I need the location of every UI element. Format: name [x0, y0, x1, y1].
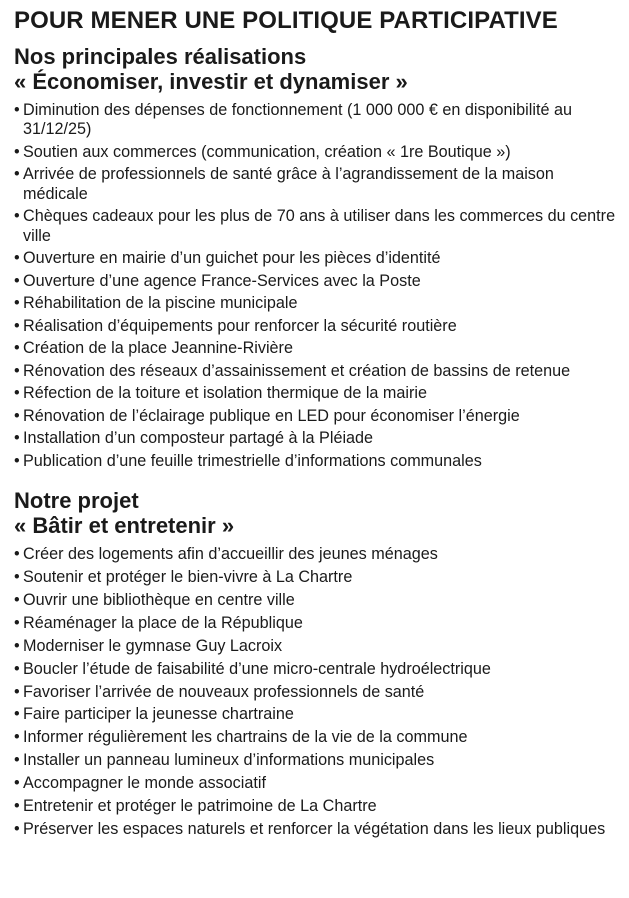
bullet-icon: • [14, 101, 20, 119]
bullet-icon: • [14, 165, 20, 184]
list-item [14, 614, 619, 633]
projet-section [14, 488, 619, 839]
document-page [14, 6, 619, 843]
bullet-icon: • [14, 451, 20, 470]
list-item-text: Installer un panneau lumineux d’informations municipales [23, 751, 435, 770]
list-item [14, 774, 619, 793]
bullet-icon: • [14, 339, 20, 358]
bullet-icon: • [14, 384, 20, 403]
bullet-icon: • [14, 568, 20, 587]
list-item [14, 705, 619, 724]
list-item-text: Ouvrir une bibliothèque en centre ville [23, 590, 295, 609]
realisations-section [14, 44, 619, 471]
list-item-text: Soutenir et protéger le bien-vivre à La Chartre [23, 568, 353, 587]
realisations-subtitle: « Économiser, investir et dynamiser » [14, 69, 408, 94]
list-item-text: Chèques cadeaux pour les plus de 70 ans à utiliser dans les commerces du centre ville [23, 207, 616, 245]
list-item [14, 429, 619, 448]
list-item-text: Soutien aux commerces (communication, création « 1re Boutique ») [23, 142, 511, 161]
bullet-icon: • [14, 142, 20, 161]
list-item-text: Réfection de la toiture et isolation thermique de la mairie [23, 384, 428, 403]
list-item [14, 683, 619, 702]
list-item-text: Rénovation des réseaux d’assainissement et création de bassins de retenue [23, 361, 571, 380]
list-item-text: Réaménager la place de la République [23, 613, 303, 632]
list-item [14, 568, 619, 587]
list-item [14, 317, 619, 336]
list-item-text: Ouverture d’une agence France-Services avec la Poste [23, 271, 421, 290]
list-item [14, 207, 619, 246]
list-item [14, 272, 619, 291]
bullet-icon: • [14, 590, 20, 609]
bullet-icon: • [14, 316, 20, 335]
bullet-icon: • [14, 294, 20, 313]
projet-title: Notre projet [14, 488, 139, 514]
list-item-text: Accompagner le monde associatif [23, 774, 266, 793]
list-item [14, 728, 619, 747]
bullet-icon: • [14, 249, 20, 268]
list-item [14, 820, 619, 839]
bullet-icon: • [14, 545, 20, 564]
list-item [14, 545, 619, 564]
bullet-icon: • [14, 636, 20, 655]
list-item [14, 294, 619, 313]
projet-list [14, 545, 619, 839]
bullet-icon: • [14, 613, 20, 632]
list-item-text: Diminution des dépenses de fonctionnement (1 000 000 € en disponibilité au 31/12/25) [23, 101, 572, 139]
list-item [14, 362, 619, 381]
list-item-text: Publication d’une feuille trimestrielle d’informations communales [23, 451, 482, 470]
list-item [14, 407, 619, 426]
list-item-text: Faire participer la jeunesse chartraine [23, 705, 294, 724]
page-title: POUR MENER UNE POLITIQUE PARTICIPATIVE [14, 7, 558, 34]
list-item [14, 384, 619, 403]
list-item [14, 339, 619, 358]
bullet-icon: • [14, 728, 20, 747]
bullet-icon: • [14, 659, 20, 678]
realisations-title: Nos principales réalisations [14, 44, 307, 69]
projet-subtitle: « Bâtir et entretenir » [14, 513, 235, 539]
list-item [14, 143, 619, 162]
bullet-icon: • [14, 406, 20, 425]
bullet-icon: • [14, 271, 20, 290]
list-item-text: Favoriser l’arrivée de nouveaux professionnels de santé [23, 682, 425, 701]
list-item [14, 249, 619, 268]
list-item [14, 797, 619, 816]
list-item [14, 165, 619, 204]
list-item-text: Réalisation d’équipements pour renforcer la sécurité routière [23, 316, 457, 335]
list-item-text: Installation d’un composteur partagé à la Pléiade [23, 429, 374, 448]
list-item-text: Ouverture en mairie d’un guichet pour les pièces d’identité [23, 249, 441, 268]
list-item [14, 637, 619, 656]
list-item-text: Entretenir et protéger le patrimoine de La Chartre [23, 797, 377, 816]
bullet-icon: • [14, 820, 20, 838]
bullet-icon: • [14, 751, 20, 770]
list-item-text: Création de la place Jeannine-Rivière [23, 339, 293, 358]
list-item [14, 452, 619, 471]
list-item-text: Créer des logements afin d’accueillir des jeunes ménages [23, 545, 438, 564]
bullet-icon: • [14, 207, 20, 226]
bullet-icon: • [14, 774, 20, 793]
bullet-icon: • [14, 705, 20, 724]
bullet-icon: • [14, 429, 20, 448]
realisations-list [14, 101, 619, 471]
bullet-icon: • [14, 361, 20, 380]
list-item-text: Rénovation de l’éclairage publique en LED pour économiser l’énergie [23, 406, 520, 425]
list-item-text: Réhabilitation de la piscine municipale [23, 294, 298, 313]
list-item-text: Informer régulièrement les chartrains de la vie de la commune [23, 728, 468, 747]
list-item [14, 660, 619, 679]
list-item-text: Boucler l’étude de faisabilité d’une micro-centrale hydroélectrique [23, 659, 491, 678]
bullet-icon: • [14, 797, 20, 816]
list-item [14, 101, 619, 140]
list-item-text: Moderniser le gymnase Guy Lacroix [23, 636, 283, 655]
list-item-text: Arrivée de professionnels de santé grâce à l’agrandissement de la maison médicale [23, 165, 554, 203]
list-item [14, 591, 619, 610]
list-item [14, 751, 619, 770]
bullet-icon: • [14, 682, 20, 701]
list-item-text: Préserver les espaces naturels et renforcer la végétation dans les lieux publiques [23, 820, 606, 838]
